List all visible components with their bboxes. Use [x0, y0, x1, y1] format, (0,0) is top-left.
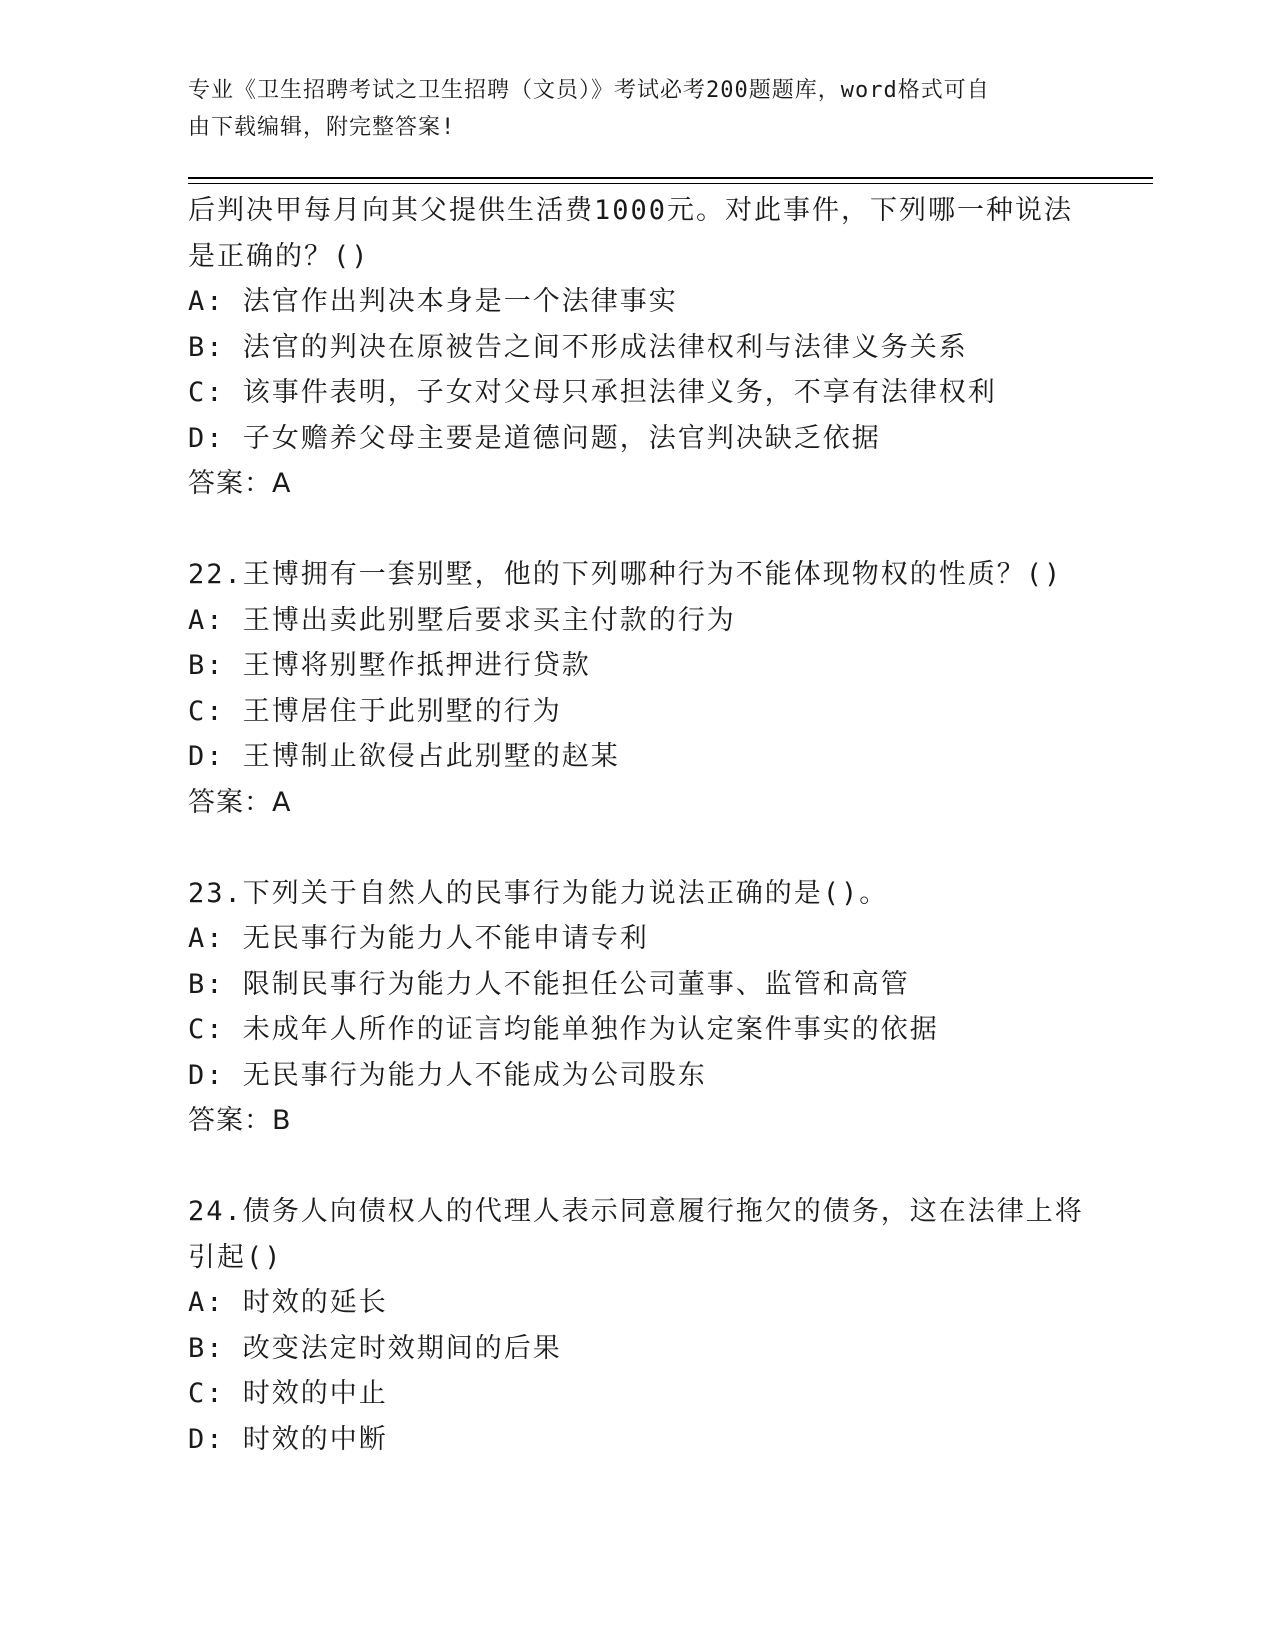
- question-22: [188, 552, 1088, 825]
- answer-line: 答案：B: [188, 1105, 292, 1136]
- document-header: [188, 72, 1068, 146]
- question-list: [188, 188, 1088, 1508]
- answer-line: 答案：A: [188, 786, 292, 818]
- option-d: D: 时效的中断: [188, 1423, 388, 1455]
- header-line-2: 由下载编辑，附完整答案!: [188, 115, 456, 140]
- question-21: [188, 188, 1088, 507]
- option-a: A: 时效的延长: [188, 1287, 388, 1318]
- option-d: D: 王博制止欲侵占此别墅的赵某: [188, 741, 620, 772]
- option-d: D: 子女赡养父母主要是道德问题，法官判决缺乏依据: [188, 422, 881, 454]
- question-text: 23.下列关于自然人的民事行为能力说法正确的是()。: [188, 877, 889, 909]
- option-c: C: 该事件表明，子女对父母只承担法律义务，不享有法律权利: [188, 377, 997, 408]
- option-c: C: 未成年人所作的证言均能单独作为认定案件事实的依据: [188, 1014, 939, 1045]
- option-b: B: 改变法定时效期间的后果: [188, 1332, 562, 1364]
- option-d: D: 无民事行为能力人不能成为公司股东: [188, 1059, 707, 1091]
- option-a: A: 王博出卖此别墅后要求买主付款的行为: [188, 604, 736, 636]
- question-text: 是正确的？(): [188, 240, 370, 272]
- answer-line: 答案：A: [188, 468, 292, 499]
- question-text: 24.债务人向债权人的代理人表示同意履行拖欠的债务，这在法律上将: [188, 1196, 1084, 1227]
- question-23: [188, 871, 1088, 1144]
- option-b: B: 限制民事行为能力人不能担任公司董事、监管和高管: [188, 968, 910, 1000]
- question-text: 22.王博拥有一套别墅，他的下列哪种行为不能体现物权的性质？(): [188, 559, 1063, 590]
- option-b: B: 法官的判决在原被告之间不形成法律权利与法律义务关系: [188, 331, 968, 363]
- option-c: C: 王博居住于此别墅的行为: [188, 695, 562, 727]
- option-b: B: 王博将别墅作抵押进行贷款: [188, 650, 591, 681]
- option-c: C: 时效的中止: [188, 1378, 388, 1409]
- option-a: A: 法官作出判决本身是一个法律事实: [188, 286, 678, 317]
- question-24: [188, 1189, 1088, 1462]
- question-text: 后判决甲每月向其父提供生活费1000元。对此事件，下列哪一种说法: [188, 195, 1074, 226]
- header-divider: [188, 177, 1153, 184]
- option-a: A: 无民事行为能力人不能申请专利: [188, 923, 649, 954]
- header-line-1: 专业《卫生招聘考试之卫生招聘（文员）》考试必考200题题库，word格式可自: [188, 78, 990, 103]
- question-text: 引起(): [188, 1241, 283, 1273]
